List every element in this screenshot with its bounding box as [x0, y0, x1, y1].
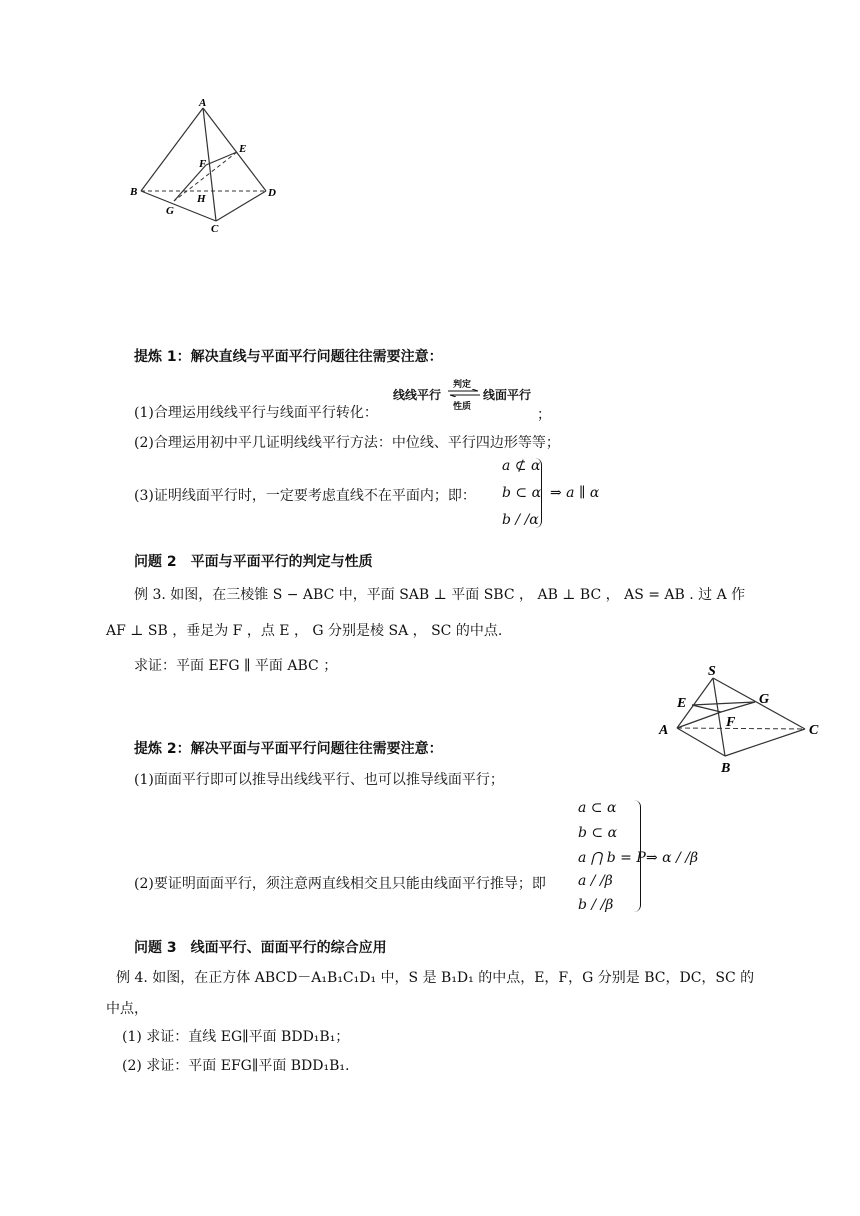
- conversion-right: 线面平行: [483, 388, 532, 402]
- tetrahedron-figure: [120, 95, 290, 235]
- tilian2-cond5: b / /β: [578, 897, 614, 913]
- label-A: A: [199, 97, 207, 109]
- tilian2-cond2: b ⊂ α: [578, 825, 618, 841]
- label-H: H: [197, 193, 206, 205]
- ex4-q1: (1) 求证：直线 EG∥平面 BDD₁B₁；: [122, 1029, 350, 1045]
- label-C: C: [809, 723, 819, 738]
- label-F: F: [199, 158, 207, 170]
- problem2-title: 问题 2 平面与平面平行的判定与性质: [134, 554, 373, 570]
- tilian2-cond4: a / /β: [578, 873, 613, 889]
- item3-result: ⇒ a ∥ α: [550, 485, 600, 501]
- double-arrow-icon: [448, 389, 480, 397]
- ex4-q2: (2) 求证：平面 EFG∥平面 BDD₁B₁.: [122, 1058, 350, 1074]
- tilian1-item2: (2)合理运用初中平几证明线线平行方法：中位线、平行四边形等等；: [134, 435, 560, 451]
- label-E: E: [677, 696, 687, 711]
- label-D: D: [268, 187, 276, 199]
- label-G: G: [166, 205, 174, 217]
- tilian2-item1: (1)面面平行即可以推导出线线平行、也可以推导线面平行；: [134, 772, 504, 788]
- label-C: C: [211, 223, 219, 235]
- tilian2-item2: (2)要证明面面平行，须注意两直线相交且只能由线面平行推导；即: [134, 876, 546, 892]
- item3-cond3: b / /α: [502, 512, 539, 528]
- ex3-line2: AF ⊥ SB ，垂足为 F ，点 E ， G 分别是棱 SA ， SC 的中点.: [106, 623, 503, 639]
- item1-end: ；: [537, 407, 551, 423]
- label-A: A: [659, 723, 669, 738]
- conversion-arrow-bottom: 性质: [453, 402, 472, 412]
- label-B: B: [721, 761, 731, 776]
- conversion-arrow-top: 判定: [453, 380, 472, 390]
- label-S: S: [708, 664, 716, 679]
- tilian2-result: ⇒ α / /β: [646, 850, 699, 866]
- problem3-title: 问题 3 线面平行、面面平行的综合应用: [134, 940, 387, 956]
- tilian1-title: 提炼 1：解决直线与平面平行问题往往需要注意：: [134, 349, 443, 365]
- ex3-line1: 例 3. 如图，在三棱锥 S − ABC 中，平面 SAB ⊥ 平面 SBC ， AB ⊥ BC ， AS = AB . 过 A 作: [134, 587, 746, 603]
- tilian1-item3: (3)证明线面平行时，一定要考虑直线不在平面内；即：: [134, 488, 476, 504]
- label-G: G: [759, 692, 770, 707]
- ex3-prove: 求证：平面 EFG ∥ 平面 ABC ；: [134, 658, 338, 674]
- tilian2-title: 提炼 2：解决平面与平面平行问题往往需要注意：: [134, 741, 443, 757]
- tilian2-brace: [634, 800, 641, 912]
- item3-cond2: b ⊂ α: [502, 485, 542, 501]
- label-E: E: [239, 143, 247, 155]
- pyramid-figure: [655, 660, 830, 780]
- item3-brace: [535, 458, 542, 528]
- conversion-left: 线线平行: [393, 388, 442, 402]
- label-B: B: [130, 186, 138, 198]
- tilian2-cond1: a ⊂ α: [578, 800, 617, 816]
- tilian1-item1: (1)合理运用线线平行与线面平行转化：: [134, 405, 378, 421]
- label-F: F: [726, 715, 736, 730]
- tilian2-cond3: a ⋂ b = P: [578, 850, 646, 866]
- ex4-line2: 中点，: [106, 1001, 148, 1017]
- ex4-line1: 例 4. 如图，在正方体 ABCD－A₁B₁C₁D₁ 中，S 是 B₁D₁ 的中点，E，F，G 分别是 BC，DC，SC 的: [116, 970, 755, 986]
- item3-cond1: a ⊄ α: [502, 458, 541, 474]
